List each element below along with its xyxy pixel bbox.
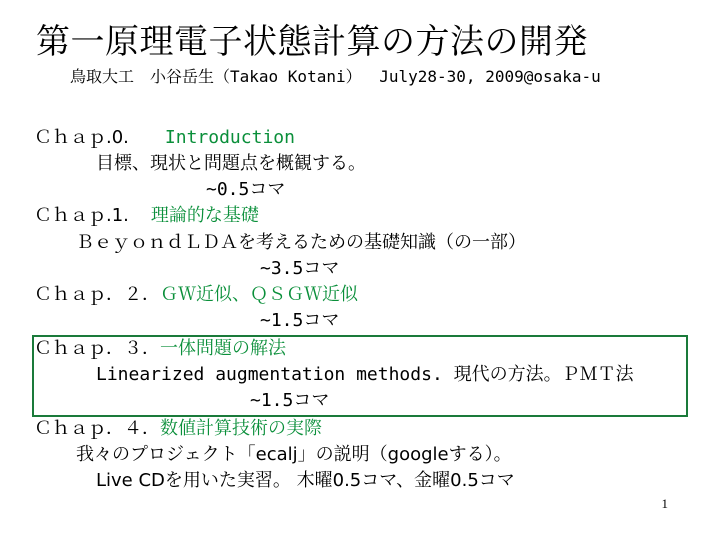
chapter-4-label: Ｃｈａｐ．４． (34, 418, 160, 439)
chapter-2-topic: ＧＷ近似、ＱＳＧＷ近似 (160, 284, 358, 305)
chapter-3-label: Ｃｈａｐ．３． (34, 338, 160, 359)
chapter-3-detail: Linearized augmentation methods. 現代の方法。ＰＭＴ法 (96, 364, 634, 385)
chapter-1-heading (34, 204, 259, 228)
chapter-1-label: Ｃｈａｐ.1. (34, 205, 129, 226)
chapter-1-duration: ~3.5コマ (260, 258, 340, 279)
slide-title: 第一原理電子状態計算の方法の開発 (36, 22, 588, 62)
chapter-0-topic: Introduction (164, 127, 295, 148)
chapter-1-detail: ＢｅｙｏｎｄＬＤＡを考えるための基礎知識（の一部） (76, 232, 526, 253)
chapter-4-heading (34, 417, 322, 441)
chapter-0-heading (34, 126, 295, 150)
chapter-2-label: Ｃｈａｐ．２． (34, 284, 160, 305)
page-number: 1 (661, 496, 668, 511)
chapter-3-topic: 一体問題の解法 (160, 338, 286, 359)
chapter-0-label: Ｃｈａｐ.0. (34, 127, 129, 148)
author-line: 鳥取大工 小谷岳生（Takao Kotani） July28-30, 2009@osaka-u (70, 67, 601, 86)
chapter-2-duration: ~1.5コマ (260, 310, 340, 331)
chapter-3-duration: ~1.5コマ (250, 390, 330, 411)
chapter-0-duration: ~0.5コマ (206, 179, 286, 200)
chapter-2-heading (34, 283, 358, 307)
chapter-0-detail: 目標、現状と問題点を概観する。 (96, 153, 366, 174)
chapter-4-detail-2: Live CDを用いた実習。 木曜0.5コマ、金曜0.5コマ (96, 470, 515, 491)
chapter-4-topic: 数値計算技術の実際 (160, 418, 322, 439)
chapter-3-heading (34, 337, 286, 361)
chapter-1-topic: 理論的な基礎 (150, 205, 259, 226)
chapter-4-detail: 我々のプロジェクト「ecalj」の説明（googleする）。 (76, 444, 512, 465)
